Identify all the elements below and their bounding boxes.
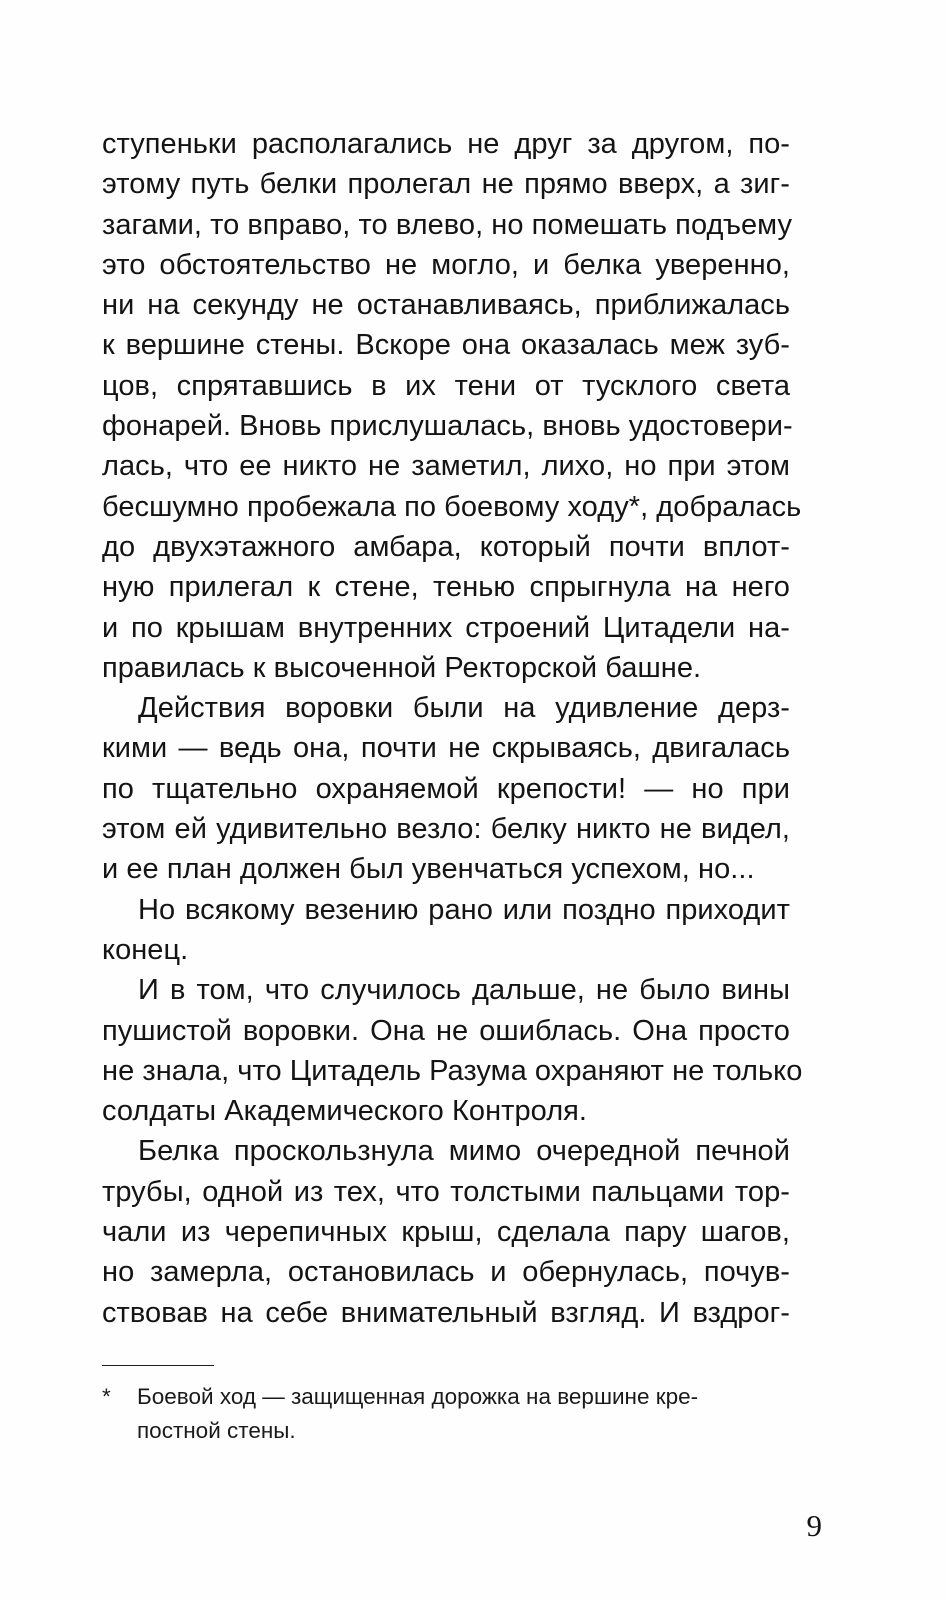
footnote	[102, 1380, 790, 1448]
text-line: к вершине стены. Вскоре она оказалась меж зуб-	[102, 329, 790, 362]
text-line: это обстоятельство не могло, и белка уверенно,	[102, 248, 790, 281]
text-line: ствовав на себе внимательный взгляд. И вздрог-	[102, 1296, 790, 1329]
text-line: ни на секунду не останавливаясь, приближалась	[102, 289, 790, 322]
text-line: этому путь белки пролегал не прямо вверх, а зиг-	[102, 168, 790, 201]
page-number: 9	[806, 1508, 822, 1543]
paragraph-start-line: И в том, что случилось дальше, не было вины	[138, 974, 790, 1007]
paragraph-end-line: и ее план должен был увенчаться успехом, но...	[102, 853, 755, 886]
text-line: пушистой воровки. Она не ошиблась. Она просто	[102, 1014, 790, 1047]
text-line: но замерла, остановилась и обернулась, почув-	[102, 1256, 790, 1289]
text-line: не знала, что Цитадель Разума охраняют не только	[102, 1054, 803, 1087]
paragraph-start-line: Белка проскользнула мимо очередной печной	[138, 1135, 790, 1168]
paragraph-start-line: Действия воровки были на удивление дерз-	[138, 692, 790, 725]
text-line: загами, то вправо, то влево, но помешать подъему	[102, 208, 793, 241]
footnote-line: постной стены.	[137, 1418, 296, 1443]
paragraph-start-line: Но всякому везению рано или поздно приходит	[138, 893, 790, 926]
main-text	[102, 124, 803, 1333]
text-line: кими — ведь она, почти не скрываясь, двигалась	[102, 732, 790, 765]
paragraph-end-line: правилась к высоченной Ректорской башне.	[102, 651, 702, 684]
text-line: бесшумно пробежала по боевому ходу*, добралась	[102, 490, 802, 523]
text-line: ступеньки располагались не друг за другом, по-	[102, 128, 790, 160]
footnote-mark: *	[102, 1384, 111, 1409]
text-line: ную прилегал к стене, тенью спрыгнула на него	[102, 571, 790, 604]
text-line: этом ей удивительно везло: белку никто не видел,	[102, 813, 790, 846]
text-line: фонарей. Вновь прислушалась, вновь удостовери-	[102, 410, 793, 443]
text-line: трубы, одной из тех, что толстыми пальцами тор-	[102, 1175, 790, 1208]
text-line: и по крышам внутренних строений Цитадели на-	[102, 611, 790, 644]
text-line: лась, что ее никто не заметил, лихо, но при этом	[102, 450, 790, 483]
footnote-line: Боевой ход — защищенная дорожка на вершине кре-	[137, 1384, 699, 1409]
text-line: по тщательно охраняемой крепости! — но при	[102, 772, 790, 805]
footnote-separator	[102, 1365, 214, 1366]
text-line: чали из черепичных крыш, сделала пару шагов,	[102, 1216, 790, 1249]
text-line: до двухэтажного амбара, который почти вплот-	[102, 530, 790, 563]
paragraph-end-line: конец.	[102, 933, 189, 966]
text-line: цов, спрятавшись в их тени от тусклого света	[102, 369, 790, 402]
paragraph-end-line: солдаты Академического Контроля.	[102, 1095, 588, 1128]
